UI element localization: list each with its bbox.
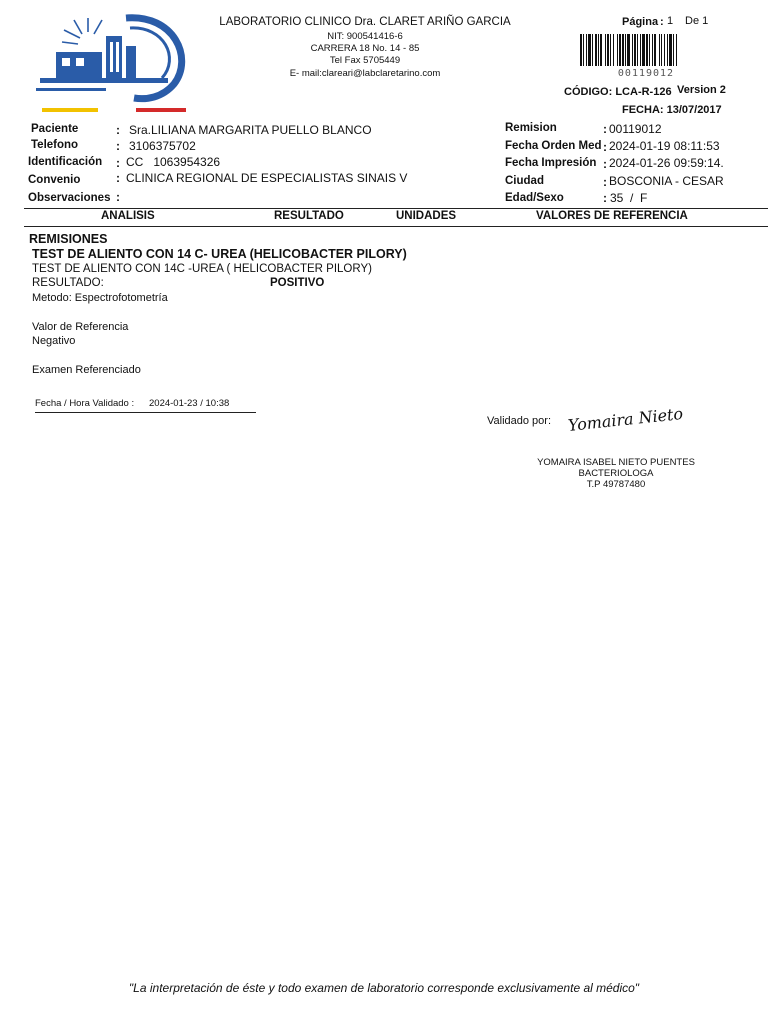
- edad-sexo-value: 35 / F: [610, 191, 648, 205]
- barcode-bar: [659, 34, 660, 66]
- validator-name: YOMAIRA ISABEL NIETO PUENTES: [537, 457, 695, 468]
- pagina-label: Página: [622, 16, 659, 28]
- barcode-bar: [634, 34, 636, 66]
- resultado-label: RESULTADO:: [32, 277, 104, 289]
- barcode-bar: [583, 34, 584, 66]
- edad-sexo-colon: :: [603, 191, 607, 205]
- barcode-bar: [605, 34, 606, 66]
- document-code: CÓDIGO: LCA-R-126: [564, 86, 672, 98]
- barcode-bar: [610, 34, 611, 66]
- ref-value: Negativo: [32, 335, 76, 347]
- barcode-bar: [652, 34, 653, 66]
- telefono-label: Telefono: [31, 139, 79, 151]
- barcode: [580, 34, 712, 66]
- barcode-bar: [661, 34, 662, 66]
- lab-email: E- mail:clareari@labclaretarino.com: [289, 68, 441, 79]
- validator-tp: T.P 49787480: [586, 479, 646, 490]
- header-unidades: UNIDADES: [396, 210, 457, 222]
- barcode-bar: [627, 34, 630, 66]
- footer-note: "La interpretación de éste y todo examen de laboratorio corresponde exclusivamente al médico": [128, 981, 640, 995]
- examen-referenciado: Examen Referenciado: [32, 364, 141, 376]
- paciente-label: Paciente: [31, 123, 79, 135]
- ciudad-colon: :: [603, 175, 607, 189]
- barcode-bar: [664, 34, 665, 66]
- lab-phone: Tel Fax 5705449: [329, 55, 401, 66]
- barcode-bar: [598, 34, 599, 66]
- barcode-bar: [586, 34, 587, 66]
- ciudad-value: BOSCONIA - CESAR: [609, 174, 724, 188]
- lab-logo: [34, 12, 192, 116]
- barcode-bar: [613, 34, 614, 66]
- barcode-bar: [588, 34, 591, 66]
- observaciones-label: Observaciones: [28, 192, 111, 204]
- table-header-top-rule: [24, 208, 768, 209]
- identificacion-label: Identificación: [28, 156, 103, 168]
- barcode-bar: [642, 34, 645, 66]
- identificacion-colon: :: [116, 156, 120, 170]
- barcode-number: 00119012: [617, 68, 675, 79]
- ref-label: Valor de Referencia: [32, 321, 129, 333]
- pagina-number: 1: [667, 15, 674, 27]
- paciente-value: Sra.LILIANA MARGARITA PUELLO BLANCO: [129, 123, 372, 137]
- barcode-bar: [580, 34, 582, 66]
- signature: Yomaira Nieto: [567, 403, 684, 435]
- barcode-bar: [669, 34, 672, 66]
- barcode-bar: [640, 34, 641, 66]
- barcode-bar: [667, 34, 668, 66]
- fecha-impresion-label: Fecha Impresión: [505, 157, 597, 169]
- observaciones-colon: :: [116, 190, 120, 204]
- identificacion-value: CC 1063954326: [126, 155, 221, 169]
- document-date: FECHA: 13/07/2017: [622, 104, 722, 116]
- fecha-impresion-value: 2024-01-26 09:59:14.: [609, 156, 724, 170]
- edad-sexo-label: Edad/Sexo: [505, 192, 564, 204]
- barcode-bar: [619, 34, 621, 66]
- fecha-orden-label: Fecha Orden Med: [505, 140, 602, 152]
- barcode-bar: [676, 34, 677, 66]
- header-valores-referencia: VALORES DE REFERENCIA: [536, 210, 688, 222]
- header-analisis: ANALISIS: [101, 210, 155, 222]
- convenio-label: Convenio: [28, 174, 81, 186]
- barcode-bar: [592, 34, 593, 66]
- resultado-value: POSITIVO: [270, 277, 325, 289]
- pagina-colon: :: [660, 16, 664, 28]
- telefono-value: 3106375702: [129, 139, 196, 153]
- test-name: TEST DE ALIENTO CON 14C -UREA ( HELICOBACTER PILORY): [32, 263, 372, 275]
- barcode-bar: [600, 34, 602, 66]
- barcode-bar: [673, 34, 674, 66]
- fecha-validado-label: Fecha / Hora Validado :: [35, 398, 135, 409]
- lab-nit: NIT: 900541416-6: [327, 31, 403, 42]
- convenio-colon: :: [116, 171, 120, 185]
- lab-name: LABORATORIO CLINICO Dra. CLARET ARIÑO GARCIA: [219, 16, 511, 28]
- paciente-colon: :: [116, 123, 120, 137]
- remision-label: Remision: [505, 122, 557, 134]
- test-title: TEST DE ALIENTO CON 14 C- UREA (HELICOBACTER PILORY): [32, 247, 407, 261]
- ciudad-label: Ciudad: [505, 175, 544, 187]
- pagina-total: De 1: [685, 15, 709, 27]
- validator-title: BACTERIOLOGA: [578, 468, 654, 479]
- barcode-bar: [637, 34, 638, 66]
- validado-por-label: Validado por:: [487, 415, 552, 427]
- barcode-bar: [622, 34, 624, 66]
- convenio-value: CLINICA REGIONAL DE ESPECIALISTAS SINAIS V: [126, 171, 408, 185]
- barcode-bar: [632, 34, 633, 66]
- validation-date-rule: [35, 412, 256, 413]
- barcode-bar: [617, 34, 618, 66]
- remision-colon: :: [603, 122, 607, 136]
- fecha-impresion-colon: :: [603, 157, 607, 171]
- table-header-bottom-rule: [24, 226, 768, 227]
- section-title: REMISIONES: [29, 232, 108, 246]
- fecha-orden-value: 2024-01-19 08:11:53: [609, 139, 720, 153]
- barcode-bar: [625, 34, 626, 66]
- document-version: Version 2: [677, 84, 726, 96]
- telefono-colon: :: [116, 139, 120, 153]
- barcode-bar: [607, 34, 609, 66]
- remision-value: 00119012: [609, 122, 662, 136]
- header-resultado: RESULTADO: [274, 210, 344, 222]
- fecha-orden-colon: :: [603, 140, 607, 154]
- fecha-validado-value: 2024-01-23 / 10:38: [149, 398, 230, 409]
- lab-address: CARRERA 18 No. 14 - 85: [310, 43, 420, 54]
- barcode-bar: [654, 34, 656, 66]
- barcode-bar: [646, 34, 648, 66]
- metodo: Metodo: Espectrofotometría: [32, 292, 168, 304]
- barcode-bar: [649, 34, 650, 66]
- barcode-bar: [595, 34, 597, 66]
